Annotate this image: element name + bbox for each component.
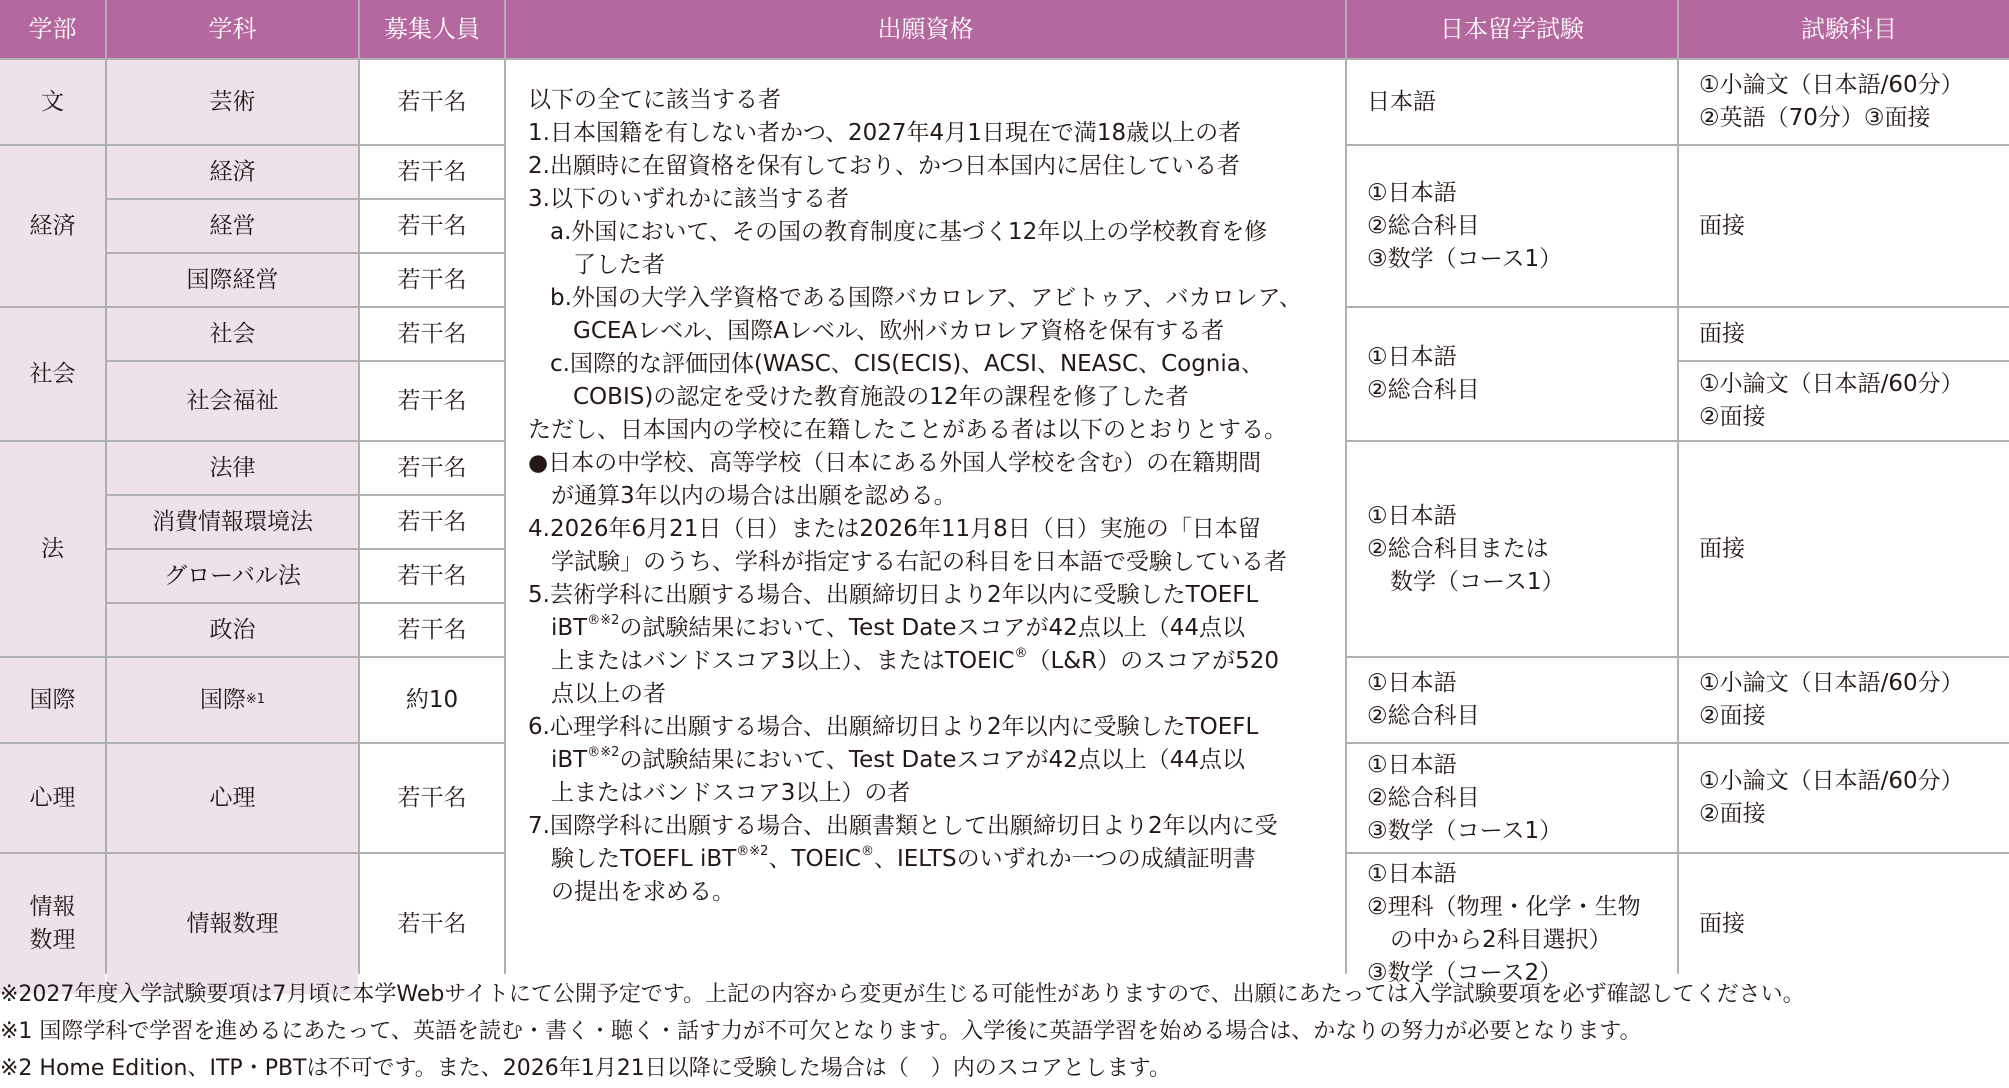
eju-literature: 日本語	[1347, 60, 1677, 144]
subject-law: 法律	[107, 442, 358, 494]
capacity-sociology: 若干名	[360, 308, 504, 360]
subject-international	[107, 658, 358, 742]
subject-management: 経営	[107, 200, 358, 252]
header-eju: 日本留学試験	[1347, 0, 1677, 58]
footnotes	[0, 976, 2009, 1087]
capacity-arts: 若干名	[360, 60, 504, 144]
qual-item-6-part2: の試験結果において、Test Dateスコアが42点以上（44点以 上またはバンドスコア3以上）の者	[551, 747, 1246, 806]
subject-economics: 経済	[107, 146, 358, 198]
qual-item-2: 2.出願時に在留資格を保有しており、かつ日本国内に居住している者	[528, 153, 1240, 179]
qualification-text	[506, 60, 1345, 994]
qual-item-7-sup1: ®※2	[736, 844, 769, 859]
footnote-2: ※2 Home Edition、ITP・PBTは不可です。また、2026年1月21日以降に受験した場合は（ ）内のスコアとします。	[0, 1056, 1171, 1081]
capacity-politics: 若干名	[360, 604, 504, 656]
eju-economics: ①日本語 ②総合科目 ③数学（コース1）	[1347, 146, 1677, 306]
exam-psychology: ①小論文（日本語/60分） ②面接	[1679, 744, 2009, 852]
qual-item-3: 3.以下のいずれかに該当する者	[528, 186, 849, 212]
faculty-law: 法	[0, 442, 105, 656]
qual-item-7-part2: 、TOEIC	[768, 846, 861, 872]
subject-sociology: 社会	[107, 308, 358, 360]
exam-international: ①小論文（日本語/60分） ②面接	[1679, 658, 2009, 742]
header-capacity: 募集人員	[360, 0, 504, 58]
exam-sociology: 面接	[1679, 308, 2009, 360]
subject-consumer-information-environmental-law: 消費情報環境法	[107, 496, 358, 548]
eju-law: ①日本語 ②総合科目または 数学（コース1）	[1347, 442, 1677, 656]
qual-item-5-sup1: ®※2	[587, 613, 620, 628]
qual-item-3b: b.外国の大学入学資格である国際バカロレア、アビトゥア、バカロレア、 GCEAレベル、国際Aレベル、欧州バカロレア資格を保有する者	[550, 285, 1302, 344]
eju-psychology: ①日本語 ②総合科目 ③数学（コース1）	[1347, 744, 1677, 852]
eju-sociology: ①日本語 ②総合科目	[1347, 308, 1677, 440]
capacity-psychology: 若干名	[360, 744, 504, 852]
qual-item-5-part3: （L&R）のスコアが520 点以上の者	[551, 648, 1280, 707]
subject-international-management: 国際経営	[107, 254, 358, 306]
capacity-law: 若干名	[360, 442, 504, 494]
footnote-ref-1: ※1	[245, 692, 266, 707]
eju-informatics: ①日本語 ②理科（物理・化学・生物 の中から2科目選択） ③数学（コース2）	[1347, 854, 1677, 994]
subject-psychology: 心理	[107, 744, 358, 852]
qual-item-5-sup2: ®	[1014, 646, 1028, 661]
capacity-mathematical-informatics: 若干名	[360, 854, 504, 994]
faculty-sociology: 社会	[0, 308, 105, 440]
capacity-management: 若干名	[360, 200, 504, 252]
qual-item-5	[528, 579, 1323, 711]
header-qualification: 出願資格	[506, 0, 1345, 58]
capacity-international: 約10	[360, 658, 504, 742]
qual-item-5-part2: の試験結果において、Test Dateスコアが42点以上（44点以 上またはバンドスコア3以上）、またはTOEIC	[551, 615, 1246, 674]
faculty-psychology: 心理	[0, 744, 105, 852]
subject-social-welfare: 社会福祉	[107, 362, 358, 440]
qual-item-3c: c.国際的な評価団体(WASC、CIS(ECIS)、ACSI、NEASC、Cognia、 COBIS)の認定を受けた教育施設の12年の課程を修了した者	[550, 351, 1264, 410]
capacity-global-law: 若干名	[360, 550, 504, 602]
subject-mathematical-informatics: 情報数理	[107, 854, 358, 994]
qual-item-7-part3: 、IELTSのいずれか一つの成績証明書 の提出を求める。	[551, 846, 1256, 905]
capacity-consumer-law: 若干名	[360, 496, 504, 548]
header-faculty: 学部	[0, 0, 105, 58]
eju-international: ①日本語 ②総合科目	[1347, 658, 1677, 742]
faculty-international: 国際	[0, 658, 105, 742]
subject-politics: 政治	[107, 604, 358, 656]
qual-item-1: 1.日本国籍を有しない者かつ、2027年4月1日現在で満18歳以上の者	[528, 120, 1242, 146]
exam-literature: ①小論文（日本語/60分） ②英語（70分）③面接	[1679, 60, 2009, 144]
qual-item-7-part1: 7.国際学科に出願する場合、出願書類として出願締切日より2年以内に受 験したTOEFL iBT	[528, 813, 1278, 872]
header-exam-subjects: 試験科目	[1679, 0, 2009, 58]
exam-law: 面接	[1679, 442, 2009, 656]
qual-item-5-part1: 5.芸術学科に出願する場合、出願締切日より2年以内に受験したTOEFL iBT	[528, 582, 1259, 641]
qual-item-3a: a.外国において、その国の教育制度に基づく12年以上の学校教育を修 了した者	[550, 219, 1268, 278]
exam-social-welfare: ①小論文（日本語/60分） ②面接	[1679, 362, 2009, 440]
capacity-social-welfare: 若干名	[360, 362, 504, 440]
subject-arts: 芸術	[107, 60, 358, 144]
qual-item-4: 4.2026年6月21日（日）または2026年11月8日（日）実施の「日本留 学試験」のうち、学科が指定する右記の科目を日本語で受験している者	[528, 516, 1287, 575]
qual-item-3-note: ただし、日本国内の学校に在籍したことがある者は以下のとおりとする。	[528, 417, 1287, 443]
header-department: 学科	[107, 0, 358, 58]
faculty-informatics: 情報 数理	[0, 854, 105, 994]
faculty-literature: 文	[0, 60, 105, 144]
qual-intro: 以下の全てに該当する者	[528, 87, 781, 113]
footnote-1: ※1 国際学科で学習を進めるにあたって、英語を読む・書く・聴く・話す力が不可欠となります。入学後に英語学習を始める場合は、かなりの努力が必要となります。	[0, 1019, 1642, 1044]
qual-item-6-sup: ®※2	[587, 745, 620, 760]
footnote-general: ※2027年度入学試験要項は7月頃に本学Webサイトにて公開予定です。上記の内容から変更が生じる可能性がありますので、出願にあたっては入学試験要項を必ず確認してください。	[0, 982, 1805, 1007]
qual-item-6	[528, 711, 1323, 810]
qual-item-6-part1: 6.心理学科に出願する場合、出願締切日より2年以内に受験したTOEFL iBT	[528, 714, 1259, 773]
faculty-economics: 経済	[0, 146, 105, 306]
subject-international-label: 国際	[199, 686, 246, 713]
exam-informatics: 面接	[1679, 854, 2009, 994]
capacity-international-management: 若干名	[360, 254, 504, 306]
qual-item-3-bullet: ●日本の中学校、高等学校（日本にある外国人学校を含む）の在籍期間 が通算3年以内の場合は出願を認める。	[528, 450, 1262, 509]
subject-global-law: グローバル法	[107, 550, 358, 602]
exam-economics: 面接	[1679, 146, 2009, 306]
qual-item-7	[528, 810, 1323, 909]
capacity-economics: 若干名	[360, 146, 504, 198]
qual-item-7-sup2: ®	[860, 844, 874, 859]
